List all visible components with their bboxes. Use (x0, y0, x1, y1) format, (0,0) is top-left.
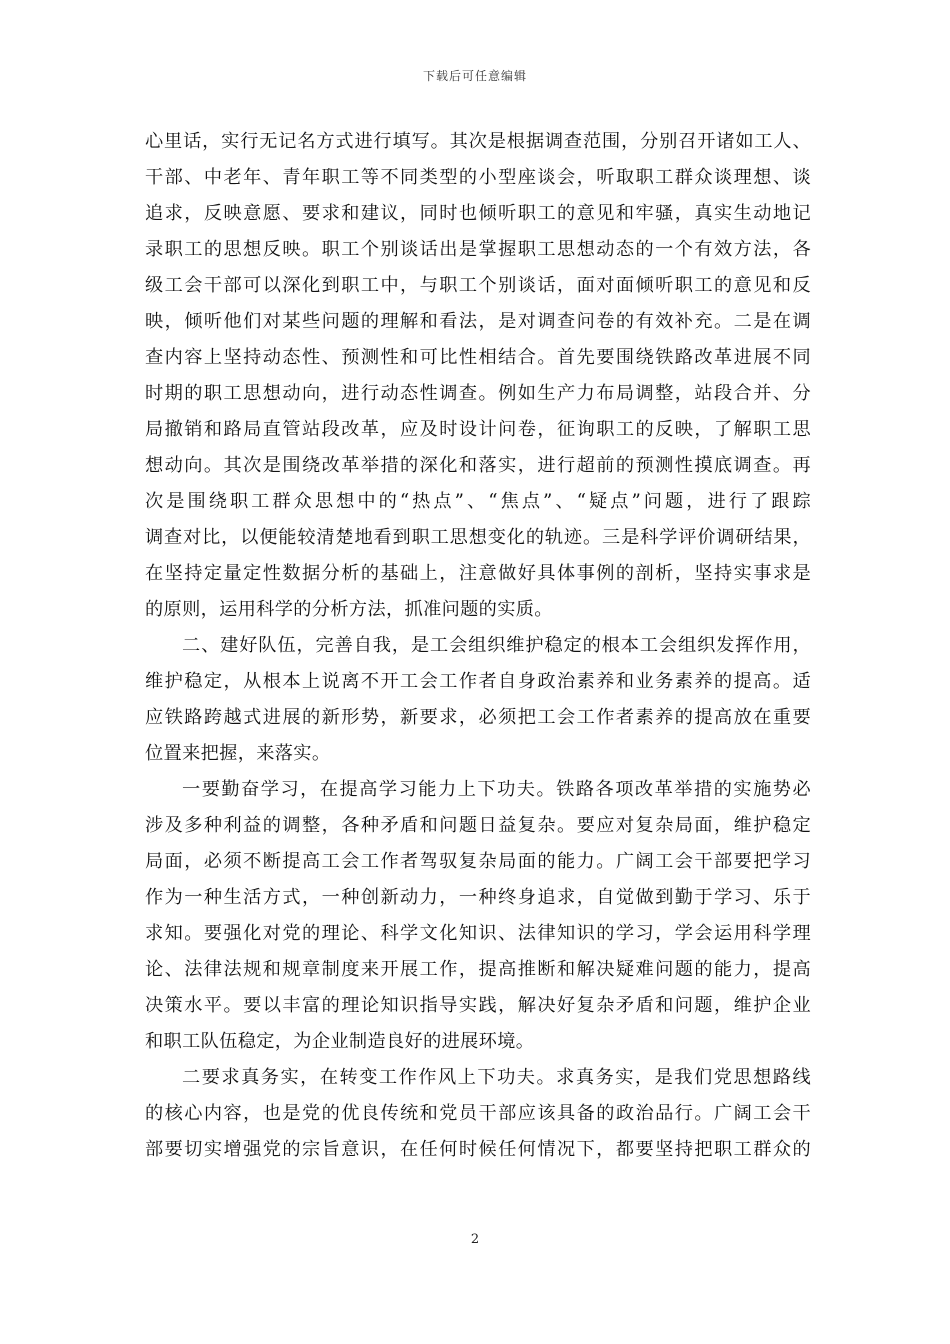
paragraph-line: 位置来把握，来落实。 (145, 743, 331, 764)
paragraph-line: 一要勤奋学习，在提高学习能力上下功夫。铁路各项改革举措的实施势必 (182, 779, 811, 800)
paragraph-line: 应铁路跨越式进展的新形势，新要求，必须把工会工作者素养的提高放在重要 (145, 707, 811, 728)
paragraph-line: 录职工的思想反映。职工个别谈话出是掌握职工思想动态的一个有效方法，各 (145, 239, 811, 260)
paragraph-line: 的核心内容，也是党的优良传统和党员干部应该具备的政治品行。广阔工会干 (145, 1103, 811, 1124)
paragraph-line: 次是围绕职工群众思想中的“热点”、“焦点”、“疑点”问题，进行了跟踪 (145, 491, 811, 512)
paragraph-line: 干部、中老年、青年职工等不同类型的小型座谈会，听取职工群众谈理想、谈 (145, 167, 811, 188)
paragraph-line: 调查对比，以便能较清楚地看到职工思想变化的轨迹。三是科学评价调研结果， (145, 527, 811, 548)
paragraph-line: 部要切实增强党的宗旨意识，在任何时候任何情况下，都要坚持把职工群众的 (145, 1139, 811, 1160)
paragraph-line: 二、建好队伍，完善自我，是工会组织维护稳定的根本工会组织发挥作用， (182, 635, 811, 656)
paragraph-line: 二要求真务实，在转变工作作风上下功夫。求真务实，是我们党思想路线 (182, 1067, 811, 1088)
body-text (145, 124, 811, 1168)
paragraph-line: 想动向。其次是围绕改革举措的深化和落实，进行超前的预测性摸底调查。再 (145, 455, 811, 476)
paragraph-line: 时期的职工思想动向，进行动态性调查。例如生产力布局调整，站段合并、分 (145, 383, 811, 404)
paragraph-line: 决策水平。要以丰富的理论知识指导实践，解决好复杂矛盾和问题，维护企业 (145, 995, 811, 1016)
paragraph-line: 作为一种生活方式，一种创新动力，一种终身追求，自觉做到勤于学习、乐于 (145, 887, 811, 908)
paragraph-line: 映，倾听他们对某些问题的理解和看法，是对调查问卷的有效补充。二是在调 (145, 311, 811, 332)
paragraph-line: 心里话，实行无记名方式进行填写。其次是根据调查范围，分别召开诸如工人、 (145, 131, 811, 152)
page-header: 下载后可任意编辑 (422, 69, 527, 83)
paragraph-line: 局撤销和路局直管站段改革，应及时设计问卷，征询职工的反映，了解职工思 (145, 419, 811, 440)
paragraph-line: 求知。要强化对党的理论、科学文化知识、法律知识的学习，学会运用科学理 (145, 923, 811, 944)
paragraph-line: 涉及多种利益的调整，各种矛盾和问题日益复杂。要应对复杂局面，维护稳定 (145, 815, 811, 836)
paragraph-line: 的原则，运用科学的分析方法，抓准问题的实质。 (145, 599, 553, 620)
paragraph (145, 1060, 811, 1168)
page-number: 2 (470, 1232, 480, 1247)
paragraph-line: 追求，反映意愿、要求和建议，同时也倾听职工的意见和牢骚，真实生动地记 (145, 203, 811, 224)
paragraph-line: 级工会干部可以深化到职工中，与职工个别谈话，面对面倾听职工的意见和反 (145, 275, 811, 296)
paragraph-line: 在坚持定量定性数据分析的基础上，注意做好具体事例的剖析，坚持实事求是 (145, 563, 811, 584)
paragraph-line: 维护稳定，从根本上说离不开工会工作者自身政治素养和业务素养的提高。适 (145, 671, 811, 692)
paragraph-line: 和职工队伍稳定，为企业制造良好的进展环境。 (145, 1031, 535, 1052)
paragraph (145, 124, 811, 628)
paragraph-line: 局面，必须不断提高工会工作者驾驭复杂局面的能力。广阔工会干部要把学习 (145, 851, 811, 872)
paragraph (145, 772, 811, 1060)
paragraph (145, 628, 811, 772)
paragraph-line: 论、法律法规和规章制度来开展工作，提高推断和解决疑难问题的能力，提高 (145, 959, 811, 980)
paragraph-line: 查内容上坚持动态性、预测性和可比性相结合。首先要围绕铁路改革进展不同 (145, 347, 811, 368)
